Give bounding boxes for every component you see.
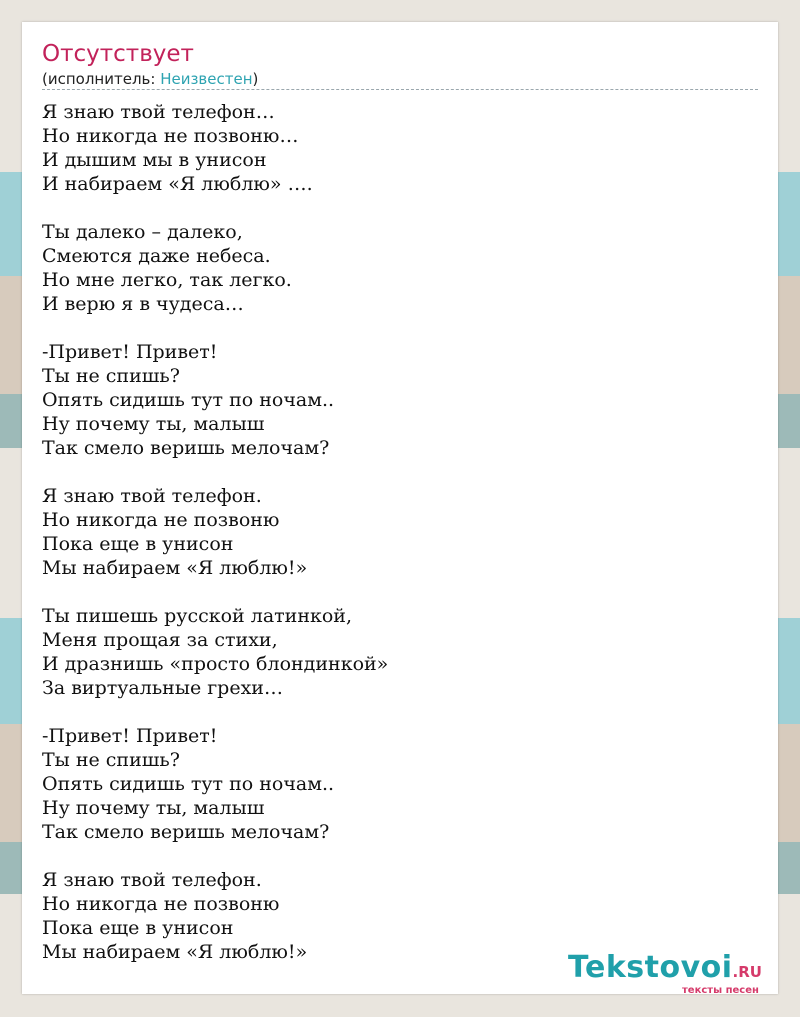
lyrics-stanza [42,220,758,316]
lyrics-line: Меня прощая за стихи, [42,629,278,651]
logo-tld: .RU [732,963,762,981]
performer-line [42,70,258,88]
lyrics-line: Но никогда не позвоню [42,893,280,915]
lyrics-line: Но никогда не позвоню… [42,125,299,147]
lyrics-line: Но мне легко, так легко. [42,269,292,291]
lyrics-line: И набираем «Я люблю» …. [42,173,313,195]
logo-name: Tekstovoi [568,950,733,985]
lyrics-line: Так смело веришь мелочам? [42,821,330,843]
lyrics-line: -Привет! Привет! [42,341,218,363]
lyrics-line: Ну почему ты, малыш [42,797,265,819]
lyrics-line: Я знаю твой телефон. [42,485,262,507]
lyrics-line: Смеются даже небеса. [42,245,271,267]
lyrics-stanza [42,100,758,196]
performer-link[interactable]: Неизвестен [160,70,253,88]
lyrics-line: Я знаю твой телефон. [42,869,262,891]
lyrics-line: Ты не спишь? [42,365,180,387]
lyrics-stanza [42,724,758,844]
lyrics-line: Мы набираем «Я люблю!» [42,557,308,579]
lyrics-stanza [42,340,758,460]
lyrics-line: И дышим мы в унисон [42,149,267,171]
lyrics-line: Ты пишешь русской латинкой, [42,605,353,627]
logo-tagline: тексты песен [682,985,759,996]
lyrics-line: Опять сидишь тут по ночам.. [42,773,335,795]
title-divider [42,89,758,90]
lyrics-line: Пока еще в унисон [42,917,234,939]
lyrics-line: Пока еще в унисон [42,533,234,555]
lyrics-stanza [42,484,758,580]
lyrics-line: Мы набираем «Я люблю!» [42,941,308,963]
lyrics-line: И верю я в чудеса… [42,293,244,315]
lyrics-line: Ты далеко – далеко, [42,221,243,243]
lyrics-text [42,100,758,988]
lyrics-line: Но никогда не позвоню [42,509,280,531]
lyrics-line: Опять сидишь тут по ночам.. [42,389,335,411]
lyrics-line: -Привет! Привет! [42,725,218,747]
tekstovoi-logo[interactable] [568,950,778,996]
performer-prefix: (исполнитель: [42,70,161,88]
lyrics-line: И дразнишь «просто блондинкой» [42,653,389,675]
lyrics-stanza [42,604,758,700]
lyrics-line: Так смело веришь мелочам? [42,437,330,459]
logo-wordmark [568,950,762,985]
performer-suffix: ) [252,70,259,88]
lyrics-line: За виртуальные грехи… [42,677,283,699]
lyrics-line: Ты не спишь? [42,749,180,771]
song-title: Отсутствует [42,41,194,67]
lyrics-line: Ну почему ты, малыш [42,413,265,435]
lyrics-card [22,22,778,994]
lyrics-line: Я знаю твой телефон… [42,101,275,123]
